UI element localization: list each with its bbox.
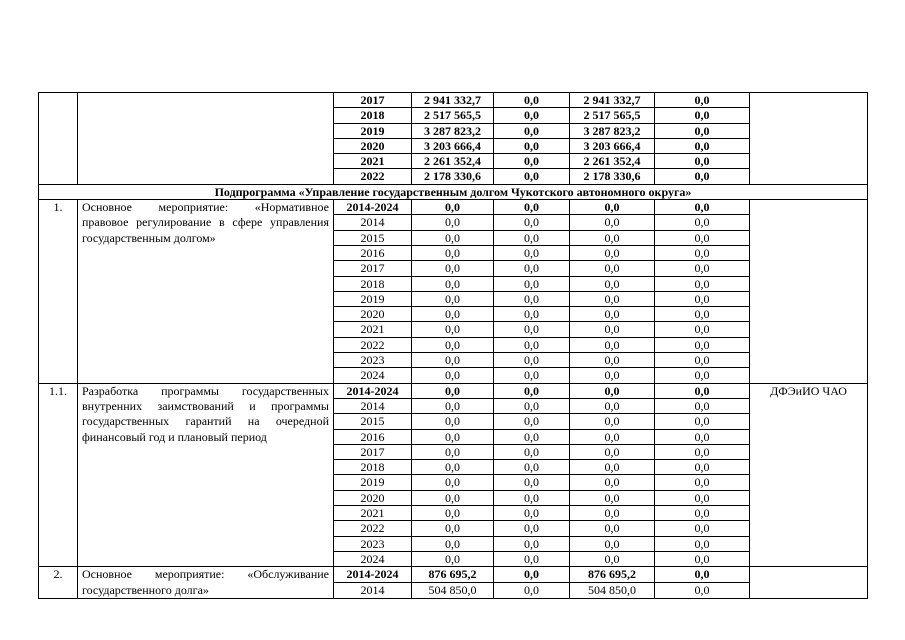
year-cell: 2015 (334, 414, 412, 429)
federal-cell: 0,0 (494, 506, 570, 521)
year-cell: 2017 (334, 261, 412, 276)
year-cell: 2018 (334, 108, 412, 123)
other-cell: 0,0 (655, 536, 750, 551)
regional-cell: 3 203 666,4 (570, 138, 655, 153)
federal-cell: 0,0 (494, 245, 570, 260)
year-cell: 2020 (334, 490, 412, 505)
total-cell: 876 695,2 (412, 567, 494, 583)
federal-cell: 0,0 (494, 215, 570, 230)
item-responsible (750, 567, 868, 599)
federal-cell: 0,0 (494, 230, 570, 245)
federal-cell: 0,0 (494, 154, 570, 169)
federal-cell: 0,0 (494, 398, 570, 413)
federal-cell: 0,0 (494, 475, 570, 490)
total-cell: 0,0 (412, 322, 494, 337)
other-cell: 0,0 (655, 307, 750, 322)
other-cell: 0,0 (655, 138, 750, 153)
other-cell: 0,0 (655, 276, 750, 291)
regional-cell: 0,0 (570, 475, 655, 490)
year-cell: 2014-2024 (334, 383, 412, 398)
other-cell: 0,0 (655, 475, 750, 490)
total-cell: 2 941 332,7 (412, 93, 494, 108)
federal-cell: 0,0 (494, 444, 570, 459)
other-cell: 0,0 (655, 567, 750, 583)
federal-cell: 0,0 (494, 322, 570, 337)
total-cell: 0,0 (412, 444, 494, 459)
description-cell (78, 93, 334, 185)
total-cell: 0,0 (412, 551, 494, 566)
year-cell: 2023 (334, 536, 412, 551)
total-cell: 0,0 (412, 200, 494, 215)
regional-cell: 3 287 823,2 (570, 123, 655, 138)
year-cell: 2014-2024 (334, 567, 412, 583)
regional-cell: 0,0 (570, 536, 655, 551)
regional-cell: 0,0 (570, 521, 655, 536)
federal-cell: 0,0 (494, 414, 570, 429)
year-cell: 2024 (334, 551, 412, 566)
regional-cell: 0,0 (570, 261, 655, 276)
federal-cell: 0,0 (494, 93, 570, 108)
regional-cell: 0,0 (570, 506, 655, 521)
other-cell: 0,0 (655, 291, 750, 306)
total-cell: 0,0 (412, 536, 494, 551)
federal-cell: 0,0 (494, 583, 570, 599)
other-cell: 0,0 (655, 108, 750, 123)
year-cell: 2014 (334, 215, 412, 230)
regional-cell: 0,0 (570, 368, 655, 383)
other-cell: 0,0 (655, 490, 750, 505)
regional-cell: 876 695,2 (570, 567, 655, 583)
regional-cell: 0,0 (570, 490, 655, 505)
regional-cell: 0,0 (570, 337, 655, 352)
federal-cell: 0,0 (494, 429, 570, 444)
item-responsible (750, 200, 868, 384)
total-cell: 0,0 (412, 490, 494, 505)
table-body (39, 93, 868, 599)
total-cell: 0,0 (412, 230, 494, 245)
regional-cell: 0,0 (570, 200, 655, 215)
year-cell: 2016 (334, 245, 412, 260)
subprogram-row (39, 184, 868, 199)
federal-cell: 0,0 (494, 307, 570, 322)
year-cell: 2022 (334, 521, 412, 536)
other-cell: 0,0 (655, 444, 750, 459)
table-row (39, 383, 868, 398)
total-cell: 0,0 (412, 429, 494, 444)
other-cell: 0,0 (655, 414, 750, 429)
federal-cell: 0,0 (494, 138, 570, 153)
year-cell: 2015 (334, 230, 412, 245)
other-cell: 0,0 (655, 506, 750, 521)
total-cell: 0,0 (412, 521, 494, 536)
regional-cell: 0,0 (570, 276, 655, 291)
regional-cell: 0,0 (570, 322, 655, 337)
regional-cell: 0,0 (570, 383, 655, 398)
total-cell: 0,0 (412, 337, 494, 352)
total-cell: 0,0 (412, 261, 494, 276)
year-cell: 2016 (334, 429, 412, 444)
total-cell: 0,0 (412, 398, 494, 413)
year-cell: 2020 (334, 138, 412, 153)
federal-cell: 0,0 (494, 551, 570, 566)
federal-cell: 0,0 (494, 521, 570, 536)
total-cell: 2 178 330,6 (412, 169, 494, 184)
year-cell: 2014-2024 (334, 200, 412, 215)
year-cell: 2023 (334, 353, 412, 368)
year-cell: 2021 (334, 506, 412, 521)
year-cell: 2017 (334, 444, 412, 459)
year-cell: 2014 (334, 398, 412, 413)
other-cell: 0,0 (655, 154, 750, 169)
item-number: 2. (39, 567, 78, 599)
federal-cell: 0,0 (494, 383, 570, 398)
total-cell: 0,0 (412, 215, 494, 230)
federal-cell: 0,0 (494, 200, 570, 215)
regional-cell: 2 178 330,6 (570, 169, 655, 184)
regional-cell: 0,0 (570, 307, 655, 322)
regional-cell: 0,0 (570, 551, 655, 566)
year-cell: 2017 (334, 93, 412, 108)
regional-cell: 2 261 352,4 (570, 154, 655, 169)
federal-cell: 0,0 (494, 567, 570, 583)
regional-cell: 2 941 332,7 (570, 93, 655, 108)
total-cell: 0,0 (412, 383, 494, 398)
regional-cell: 0,0 (570, 460, 655, 475)
other-cell: 0,0 (655, 200, 750, 215)
item-responsible: ДФЭиИО ЧАО (750, 383, 868, 567)
number-cell (39, 93, 78, 185)
other-cell: 0,0 (655, 169, 750, 184)
other-cell: 0,0 (655, 322, 750, 337)
regional-cell: 0,0 (570, 230, 655, 245)
item-description: Основное мероприятие: «Обслуживание государственного долга» (78, 567, 334, 599)
responsible-cell (750, 93, 868, 185)
federal-cell: 0,0 (494, 536, 570, 551)
other-cell: 0,0 (655, 93, 750, 108)
table-row (39, 200, 868, 215)
federal-cell: 0,0 (494, 169, 570, 184)
year-cell: 2024 (334, 368, 412, 383)
year-cell: 2018 (334, 460, 412, 475)
year-cell: 2019 (334, 475, 412, 490)
total-cell: 0,0 (412, 460, 494, 475)
federal-cell: 0,0 (494, 368, 570, 383)
total-cell: 2 517 565,5 (412, 108, 494, 123)
regional-cell: 0,0 (570, 444, 655, 459)
other-cell: 0,0 (655, 521, 750, 536)
regional-cell: 0,0 (570, 398, 655, 413)
regional-cell: 0,0 (570, 291, 655, 306)
item-number: 1. (39, 200, 78, 384)
total-cell: 0,0 (412, 368, 494, 383)
total-cell: 0,0 (412, 307, 494, 322)
year-cell: 2021 (334, 322, 412, 337)
federal-cell: 0,0 (494, 261, 570, 276)
year-cell: 2022 (334, 337, 412, 352)
year-cell: 2020 (334, 307, 412, 322)
other-cell: 0,0 (655, 551, 750, 566)
total-cell: 3 287 823,2 (412, 123, 494, 138)
table-row (39, 93, 868, 108)
federal-cell: 0,0 (494, 337, 570, 352)
item-description: Основное мероприятие: «Нормативное правовое регулирование в сфере управления государственным долгом» (78, 200, 334, 384)
federal-cell: 0,0 (494, 291, 570, 306)
other-cell: 0,0 (655, 245, 750, 260)
other-cell: 0,0 (655, 460, 750, 475)
other-cell: 0,0 (655, 583, 750, 599)
total-cell: 0,0 (412, 353, 494, 368)
federal-cell: 0,0 (494, 460, 570, 475)
year-cell: 2014 (334, 583, 412, 599)
total-cell: 504 850,0 (412, 583, 494, 599)
year-cell: 2019 (334, 291, 412, 306)
item-description: Разработка программы государственных внутренних заимствований и программы государственных гарантий на очередной финансовый год и плановый период (78, 383, 334, 567)
regional-cell: 0,0 (570, 414, 655, 429)
federal-cell: 0,0 (494, 123, 570, 138)
other-cell: 0,0 (655, 123, 750, 138)
other-cell: 0,0 (655, 368, 750, 383)
total-cell: 3 203 666,4 (412, 138, 494, 153)
total-cell: 0,0 (412, 475, 494, 490)
regional-cell: 0,0 (570, 245, 655, 260)
total-cell: 2 261 352,4 (412, 154, 494, 169)
other-cell: 0,0 (655, 230, 750, 245)
other-cell: 0,0 (655, 429, 750, 444)
item-number: 1.1. (39, 383, 78, 567)
federal-cell: 0,0 (494, 353, 570, 368)
other-cell: 0,0 (655, 215, 750, 230)
total-cell: 0,0 (412, 414, 494, 429)
regional-cell: 0,0 (570, 215, 655, 230)
year-cell: 2021 (334, 154, 412, 169)
budget-table (38, 92, 868, 599)
federal-cell: 0,0 (494, 490, 570, 505)
regional-cell: 2 517 565,5 (570, 108, 655, 123)
total-cell: 0,0 (412, 506, 494, 521)
regional-cell: 0,0 (570, 353, 655, 368)
other-cell: 0,0 (655, 337, 750, 352)
federal-cell: 0,0 (494, 276, 570, 291)
table-row (39, 567, 868, 583)
regional-cell: 504 850,0 (570, 583, 655, 599)
subprogram-title: Подпрограмма «Управление государственным долгом Чукотского автономного округа» (39, 184, 868, 199)
regional-cell: 0,0 (570, 429, 655, 444)
total-cell: 0,0 (412, 276, 494, 291)
other-cell: 0,0 (655, 398, 750, 413)
other-cell: 0,0 (655, 383, 750, 398)
year-cell: 2018 (334, 276, 412, 291)
other-cell: 0,0 (655, 261, 750, 276)
year-cell: 2019 (334, 123, 412, 138)
other-cell: 0,0 (655, 353, 750, 368)
total-cell: 0,0 (412, 291, 494, 306)
federal-cell: 0,0 (494, 108, 570, 123)
total-cell: 0,0 (412, 245, 494, 260)
year-cell: 2022 (334, 169, 412, 184)
